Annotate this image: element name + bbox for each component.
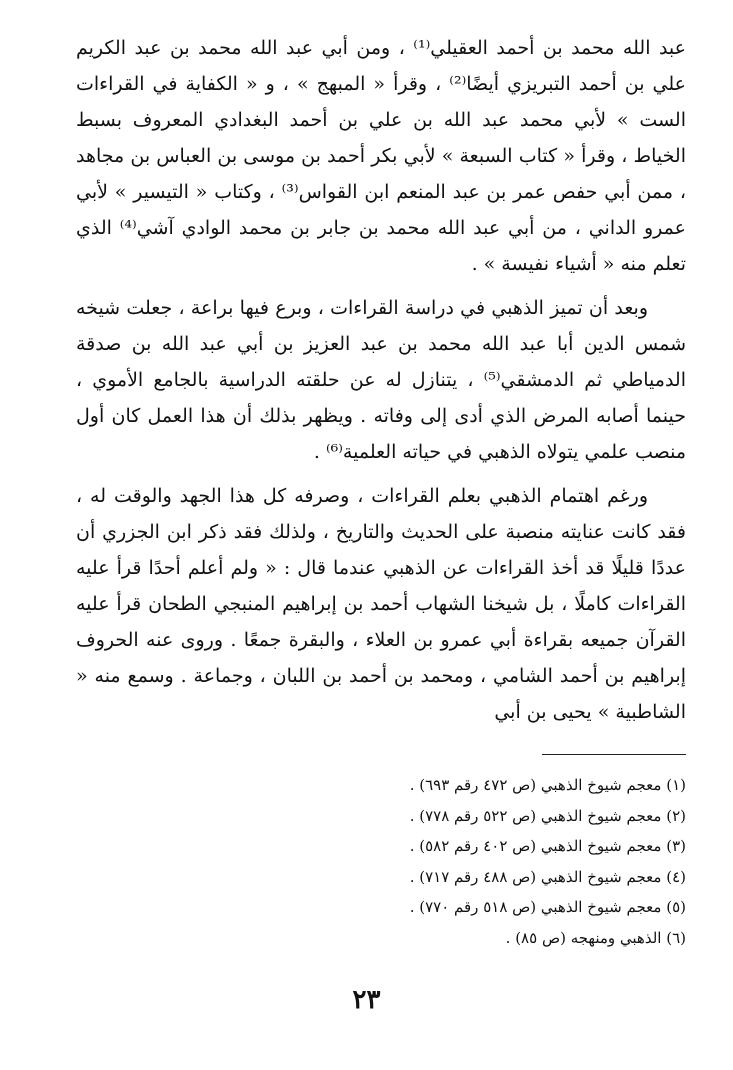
footnotes-list bbox=[76, 770, 686, 953]
footnote-1: (١) معجم شيوخ الذهبي (ص ٤٧٢ رقم ٦٩٣) . bbox=[409, 776, 686, 794]
body-paragraph-2: وبعد أن تميز الذهبي في دراسة القراءات ، وبرع فيها براعة ، جعلت شيخه شمس الدين أبا عبد الله محمد بن عبد العزيز بن أبي عبد الله بن صدقة الدمياطي ثم الدمشقي⁽⁵⁾ ، يتنازل له عن حلقته الدراسية بالجامع الأموي ، حينما أصابه المرض الذي أدى إلى وفاته . ويظهر بذلك أن هذا العمل كان أول منصب علمي يتولاه الذهبي في حياته العلمية⁽⁶⁾ . bbox=[76, 297, 686, 463]
footnote-2: (٢) معجم شيوخ الذهبي (ص ٥٢٢ رقم ٧٧٨) . bbox=[409, 806, 686, 825]
footnote-3: (٣) معجم شيوخ الذهبي (ص ٤٠٢ رقم ٥٨٢) . bbox=[409, 837, 686, 855]
footnote-separator bbox=[542, 754, 686, 755]
footnote-4: (٤) معجم شيوخ الذهبي (ص ٤٨٨ رقم ٧١٧) . bbox=[409, 867, 686, 886]
body-paragraph-3: ورغم اهتمام الذهبي بعلم القراءات ، وصرفه كل هذا الجهد والوقت له ، فقد كانت عنايته منصبة على الحديث والتاريخ ، ولذلك فقد ذكر ابن الجزري أن عددًا قليلًا قد أخذ القراءات عن الذهبي عندما قال : « ولم أعلم أحدًا قرأ عليه القراءات كاملًا ، بل شيخنا الشهاب أحمد بن إبراهيم المنبجي الطحان قرأ عليه القرآن جميعه بقراءة أبي عمرو بن العلاء ، والبقرة جمعًا . وروى عنه الحروف إبراهيم بن أحمد الشامي ، ومحمد بن أحمد بن اللبان ، وجماعة . وسمع منه « الشاطبية » يحيى بن أبي bbox=[76, 485, 686, 723]
footnote-6: (٦) الذهبي ومنهجه (ص ٨٥) . bbox=[505, 928, 686, 947]
page-body bbox=[76, 30, 687, 947]
page-number: ٢٣ bbox=[352, 985, 381, 1015]
footnote-5: (٥) معجم شيوخ الذهبي (ص ٥١٨ رقم ٧٧٠) . bbox=[409, 898, 686, 916]
body-paragraph-1: عبد الله محمد بن أحمد العقيلي⁽¹⁾ ، ومن أبي عبد الله محمد بن عبد الكريم علي بن أحمد التبريزي أيضًا⁽²⁾ ، وقرأ « المبهج » ، و « الكفاية في القراءات الست » لأبي محمد عبد الله بن علي بن أحمد البغدادي المعروف بسبط الخياط ، وقرأ « كتاب السبعة » لأبي بكر أحمد بن موسى بن العباس بن مجاهد ، ممن أبي حفص عمر بن عبد المنعم ابن القواس⁽³⁾ ، وكتاب « التيسير » لأبي عمرو الداني ، من أبي عبد الله محمد بن جابر بن محمد الوادي آشي⁽⁴⁾ الذي تعلم منه « أشياء نفيسة » . bbox=[76, 37, 687, 275]
